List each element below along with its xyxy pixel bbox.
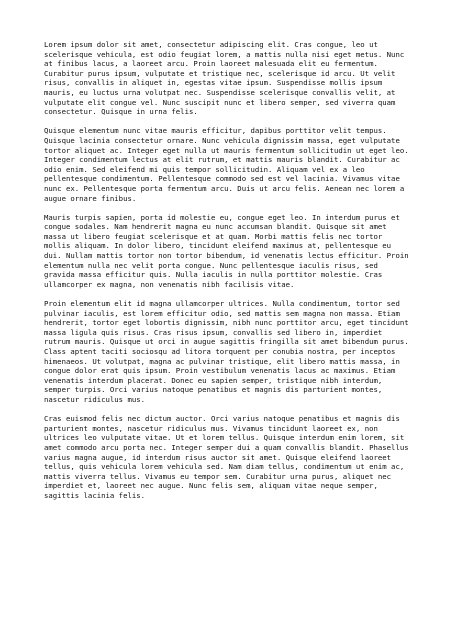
paragraph-4: Proin elementum elit id magna ullamcorper ultrices. Nulla condimentum, tortor sed pulvinar iaculis, est lorem efficitur odio, sed mattis sem magna non massa. Etiam hendrerit, tortor eget lobortis dignissim, nibh nunc porttitor arcu, eget tincidunt massa ligula quis risus. Cras risus ipsum, convallis sed libero in, imperdiet rutrum mauris. Quisque ut orci in augue sagittis fringilla sit amet bibendum purus. Class aptent taciti sociosqu ad litora torquent per conubia nostra, per inceptos himenaeos. Ut volutpat, magna ac pulvinar tristique, elit libero mattis massa, in congue dolor erat quis ipsum. Proin vestibulum venenatis lacus ac maximus. Etiam venenatis interdum placerat. Donec eu sapien semper, tristique nibh interdum, semper turpis. Orci varius natoque penatibus et magnis dis parturient montes, nascetur ridiculus mus. xyxy=(44,299,409,404)
document-body xyxy=(44,40,434,510)
paragraph-3: Mauris turpis sapien, porta id molestie eu, congue eget leo. In interdum purus et congue sodales. Nam hendrerit magna eu nunc accumsan blandit. Quisque sit amet massa ut libero feugiat scelerisque et at quam. Morbi mattis felis nec tortor mollis aliquam. In dolor libero, tincidunt eleifend maximus at, pellentesque eu dui. Nullam mattis tortor non tortor bibendum, id venenatis lectus efficitur. Proin elementum nulla nec velit porta congue. Nunc pellentesque iaculis risus, sed gravida massa efficitur quis. Nulla iaculis in nulla porttitor molestie. Cras ullamcorper ex magna, non venenatis nibh facilisis vitae. xyxy=(44,212,409,289)
paragraph-2: Quisque elementum nunc vitae mauris efficitur, dapibus porttitor velit tempus. Quisque lacinia consectetur ornare. Nunc vehicula dignissim massa, eget vulputate tortor aliquet ac. Integer eget nulla ut mauris fermentum sollicitudin ut eget leo. Integer condimentum lectus at elit rutrum, et mattis mauris blandit. Curabitur ac odio enim. Sed eleifend mi quis tempor sollicitudin. Aliquam vel ex a leo pellentesque condimentum. Pellentesque commodo sed est vel lacinia. Vivamus vitae nunc ex. Pellentesque porta fermentum arcu. Duis ut arcu felis. Aenean nec lorem a augue ornare finibus. xyxy=(44,126,409,203)
paragraph-5: Cras euismod felis nec dictum auctor. Orci varius natoque penatibus et magnis dis parturient montes, nascetur ridiculus mus. Vivamus tincidunt laoreet ex, non ultrices leo vulputate vitae. Ut et lorem tellus. Quisque interdum enim lorem, sit amet commodo arcu porta nec. Integer semper dui a quam convallis blandit. Phasellus varius magna augue, id interdum risus auctor sit amet. Quisque eleifend laoreet tellus, quis vehicula lorem vehicula sed. Nam diam tellus, condimentum ut enim ac, mattis viverra tellus. Vivamus eu tempor sem. Curabitur urna purus, aliquet nec imperdiet et, laoreet nec augue. Nunc felis sem, aliquam vitae neque semper, sagittis lacinia felis. xyxy=(44,414,409,500)
paragraph-1: Lorem ipsum dolor sit amet, consectetur adipiscing elit. Cras congue, leo ut scelerisque vehicula, est odio feugiat lorem, a mattis nulla nisi eget metus. Nunc at finibus lacus, a laoreet arcu. Proin laoreet malesuada elit eu fermentum. Curabitur purus ipsum, vulputate et tristique nec, scelerisque id arcu. Ut velit risus, convallis in aliquet in, egestas vitae ipsum. Suspendisse mollis ipsum mauris, eu luctus urna volutpat nec. Suspendisse scelerisque convallis velit, at vulputate elit congue vel. Nunc suscipit nunc et libero semper, sed viverra quam consectetur. Quisque in urna felis. xyxy=(44,40,405,117)
